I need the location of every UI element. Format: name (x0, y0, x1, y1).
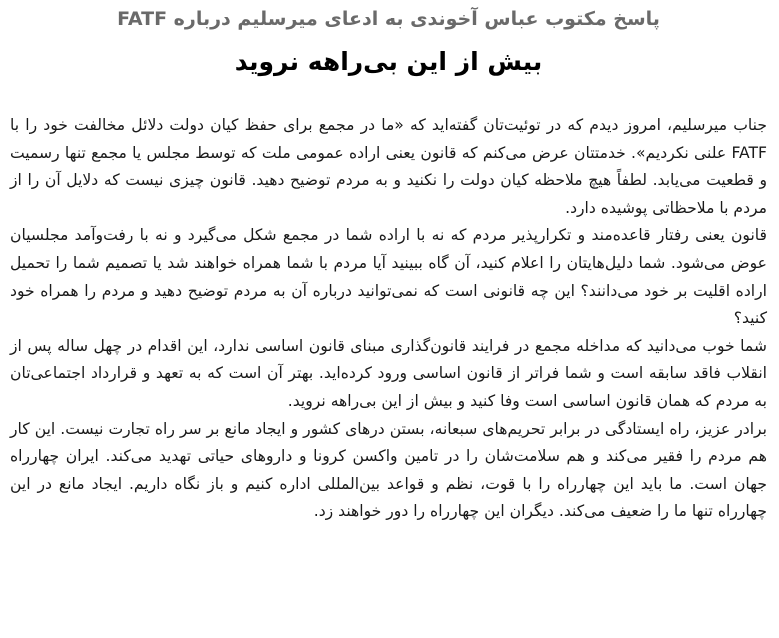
article-paragraph: شما خوب می‌دانید که مداخله مجمع در فرایند قانون‌گذاری مبنای قانون اساسی ندارد، این اقدام در چهل ساله پس از انقلاب فاقد سابقه است و شما فراتر از قانون اساسی ورود کرده‌اید. بهتر آن است که به تعهد و قرارداد اجتماعی‌تان به مردم که همان قانون اساسی است وفا کنید و بیش از این بی‌راهه نروید. (10, 336, 767, 410)
article-kicker: پاسخ مکتوب عباس آخوندی به ادعای میرسلیم درباره FATF (117, 8, 660, 30)
article-body (10, 112, 767, 526)
article-paragraph: جناب میرسلیم، امروز دیدم که در توئیت‌تان گفته‌اید که «ما در مجمع برای حفظ کیان دولت دلائل مخالفت خود را با FATF علنی نکردیم». خدمتتان عرض می‌کنم که قانون یعنی اراده عمومی ملت که توسط مجلس یا مجمع تنها رسمیت و قطعیت می‌یابد. لطفاً هیچ ملاحظه کیان دولت را نکنید و به مردم توضیح دهید. قانون چیزی نیست که دلایل آن را از مردم با ملاحظاتی پوشیده دارد. (10, 116, 767, 217)
news-article (10, 4, 767, 632)
article-paragraph: برادر عزیز، راه ایستادگی در برابر تحریم‌های سبعانه، بستن درهای کشور و ایجاد مانع بر سر راه تجارت نیست. این کار هم مردم را فقیر می‌کند و هم سلامت‌شان را در تامین واکسن کرونا و داروهای حیاتی تهدید می‌کند. ایران چهارراه جهان است. ما باید این چهارراه را با قوت، نظم و قواعد بین‌المللی اداره کنیم و باز نگاه داریم. ایجاد مانع در این چهارراه تنها ما را ضعیف می‌کند. دیگران این چهارراه را دور خواهند زد. (10, 419, 767, 521)
article-headline: بیش از این بی‌راهه نروید (234, 47, 543, 76)
article-paragraph: قانون یعنی رفتار قاعده‌مند و تکرارپذیر مردم که نه با اراده شما در مجمع شکل می‌گیرد و نه با رفت‌وآمد مجلسیان عوض می‌شود. شما دلیل‌هایتان را اعلام کنید، آن گاه ببینید آیا مردم با شما همراه خواهند شد یا تصمیم شما را تحمیل اراده اقلیت بر خود می‌دانند؟ این چه قانونی است که نمی‌توانید درباره آن به مردم توضیح دهید و مردم را همراه خود کنید؟ (10, 226, 767, 328)
